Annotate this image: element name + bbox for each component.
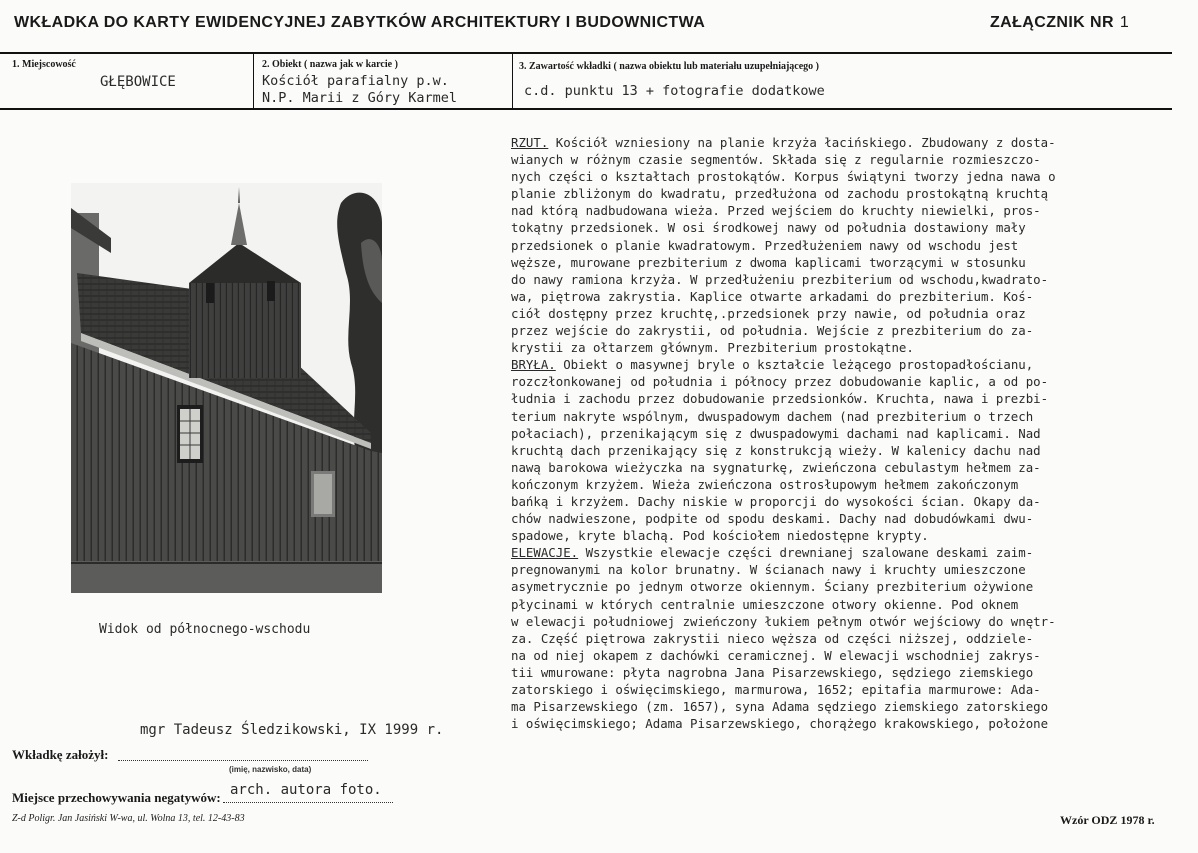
text-line	[511, 544, 1171, 561]
text-line: nych części o kształtach prostokątów. Korpus świątyni tworzy jedna nawa o	[511, 169, 1056, 185]
text-line	[511, 356, 1171, 373]
founder-hint: (imię, nazwisko, data)	[229, 765, 312, 774]
text-line: przedsionek o planie kwadratowym. Przedłużeniem nawy od wschodu jest	[511, 237, 1019, 253]
contents-label: 3. Zawartość wkładki ( nazwa obiektu lub materiału uzupełniającego )	[519, 61, 820, 72]
text-line: łudnia i zachodu przez dobudowanie przedsionków. Kruchta, nawa i prezbi-	[511, 391, 1049, 407]
text-line: asymetrycznie po jednym otworze okiennym. Ściany prezbiterium ożywione	[511, 579, 1034, 595]
table-divider-2	[512, 52, 513, 110]
text-line	[511, 134, 1171, 151]
founder-label: Wkładkę założył:	[12, 747, 109, 762]
text-line: ciół dostępny przez kruchtę,.przedsionek przy nawie, od południa oraz	[511, 305, 1026, 321]
text-line: zatorskiego i oświęcimskiego, marmurowa, 1652; epitafia marmurowe: Ada-	[511, 682, 1041, 697]
text-line: tii wmurowane: płyta nagrobna Jana Pisarzewskiego, sędziego ziemskiego	[511, 664, 1034, 680]
text-line: kruchtą dach przenikający się z konstrukcją wieży. W kalenicy dachu nad	[511, 442, 1041, 458]
text-line: ma Pisarzewskiego (zm. 1657), syna Adama sędziego ziemskiego zatorskiego	[511, 699, 1049, 715]
text-line: planie zbliżonym do kwadratu, przedłużona od zachodu prostokątną kruchtą	[511, 186, 1049, 202]
text-line: nawą barokowa wieżyczka na sygnaturkę, zwieńczona cebulastym hełmem za-	[511, 459, 1041, 475]
text-line: tokątny przedsionek. W osi środkowej nawy od południa dostawiony mały	[511, 220, 1026, 236]
locality-label: 1. Miejscowość	[12, 59, 76, 70]
negatives-label: Miejsce przechowywania negatywów:	[12, 790, 221, 805]
contents-value: c.d. punktu 13 + fotografie dodatkowe	[524, 83, 825, 99]
text-line: rozczłonkowanej od południa i północy przez dobudowanie kaplic, a od po-	[511, 374, 1049, 390]
text-span: Wszystkie elewacje części drewnianej szalowane deskami zaim-	[578, 545, 1034, 561]
attachment-number	[990, 14, 1129, 32]
form-title: WKŁADKA DO KARTY EWIDENCYJNEJ ZABYTKÓW ARCHITEKTURY I BUDOWNICTWA	[14, 14, 706, 31]
object-value-line2: N.P. Marii z Góry Karmel	[262, 90, 458, 106]
template-id: Wzór ODZ 1978 r.	[1060, 813, 1155, 827]
text-line: przez wejście do zakrystii, od południa. Wejście z prezbiterium do za-	[511, 323, 1034, 339]
text-span: Kościół wzniesiony na planie krzyża łacińskiego. Zbudowany z dosta-	[548, 135, 1056, 150]
founder-dotted-line	[118, 759, 368, 761]
object-label: 2. Obiekt ( nazwa jak w karcie )	[262, 59, 398, 70]
text-line: spadowe, kryte blachą. Pod kościołem niedostępne krypty.	[511, 528, 929, 544]
table-divider-1	[253, 52, 254, 110]
text-line: do nawy ramiona krzyża. W przedłużeniu prezbiterium od wschodu,kwadrato-	[511, 271, 1049, 287]
table-bottom-rule	[0, 108, 1172, 110]
text-line: pregnowanymi na kolor brunatny. W ścianach nawy i kruchty umieszczone	[511, 562, 1026, 578]
text-line: za. Część piętrowa zakrystii nieco węższa od części niższej, oddziele-	[511, 630, 1034, 646]
locality-value: GŁĘBOWICE	[100, 74, 176, 90]
section-heading-bryla: BRYŁA.	[511, 357, 556, 373]
section-heading-rzut: RZUT.	[511, 135, 549, 150]
text-line: i oświęcimskiego; Adama Pisarzewskiego, chorążego krakowskiego, położone	[511, 716, 1049, 732]
text-line: terium nakryte wspólnym, dwuspadowym dachem (nad prezbiterium o trzech	[511, 408, 1034, 424]
text-line: chów nadwieszone, podpite od spodu deskami. Dachy nad dobudówkami dwu-	[511, 511, 1034, 527]
church-photo	[71, 183, 382, 593]
church-photo-illustration	[71, 183, 382, 593]
text-line: kończonym krzyżem. Wieża zwieńczona ostrosłupowym hełmem zakończonym	[511, 476, 1019, 492]
text-line: nad którą nadbudowana wieża. Przed wejściem do kruchty niewielki, pros-	[511, 203, 1041, 219]
text-line: węższe, murowane prezbiterium z dwoma kaplicami tworzącymi w stosunku	[511, 254, 1026, 270]
section-heading-elewacje: ELEWACJE.	[511, 545, 579, 561]
printer-info: Z-d Poligr. Jan Jasiński W-wa, ul. Wolna 13, tel. 12-43-83	[12, 813, 245, 824]
text-line: wianych w różnym czasie segmentów. Składa się z regularnie rozmieszczo-	[511, 152, 1041, 168]
negatives-value: arch. autora foto.	[230, 782, 382, 798]
negatives-dotted-line	[223, 801, 393, 803]
table-top-rule	[0, 52, 1172, 54]
description-text	[511, 134, 1171, 732]
text-line: płycinami w których centralnie umieszczone otwory okienne. Pod oknem	[511, 596, 1019, 612]
text-span: Obiekt o masywnej bryle o kształcie leżącego prostopadłościanu,	[555, 357, 1034, 373]
text-line: w elewacji południowej zwieńczony łukiem pełnym otwór wejściowy do wnętr-	[511, 613, 1056, 629]
text-line: na od niej okapem z dachówki ceramicznej. W elewacji wschodniej zakrys-	[511, 647, 1041, 663]
author-signature: mgr Tadeusz Śledzikowski, IX 1999 r.	[140, 722, 444, 738]
text-line: krystii za ołtarzem głównym. Prezbiterium prostokątne.	[511, 340, 914, 356]
attachment-label: ZAŁĄCZNIK NR	[990, 14, 1114, 31]
text-line: bańką i krzyżem. Dachy niskie w proporcji do wysokości ścian. Okapy da-	[511, 493, 1041, 509]
attachment-number-value: 1	[1119, 14, 1130, 31]
text-line: wa, piętrowa zakrystia. Kaplice otwarte arkadami do prezbiterium. Koś-	[511, 288, 1034, 304]
object-value-line1: Kościół parafialny p.w.	[262, 73, 449, 89]
text-line: połaciach), przenikającym się z dwuspadowymi dachami nad kaplicami. Nad	[511, 425, 1041, 441]
photo-caption: Widok od północnego-wschodu	[99, 622, 311, 637]
